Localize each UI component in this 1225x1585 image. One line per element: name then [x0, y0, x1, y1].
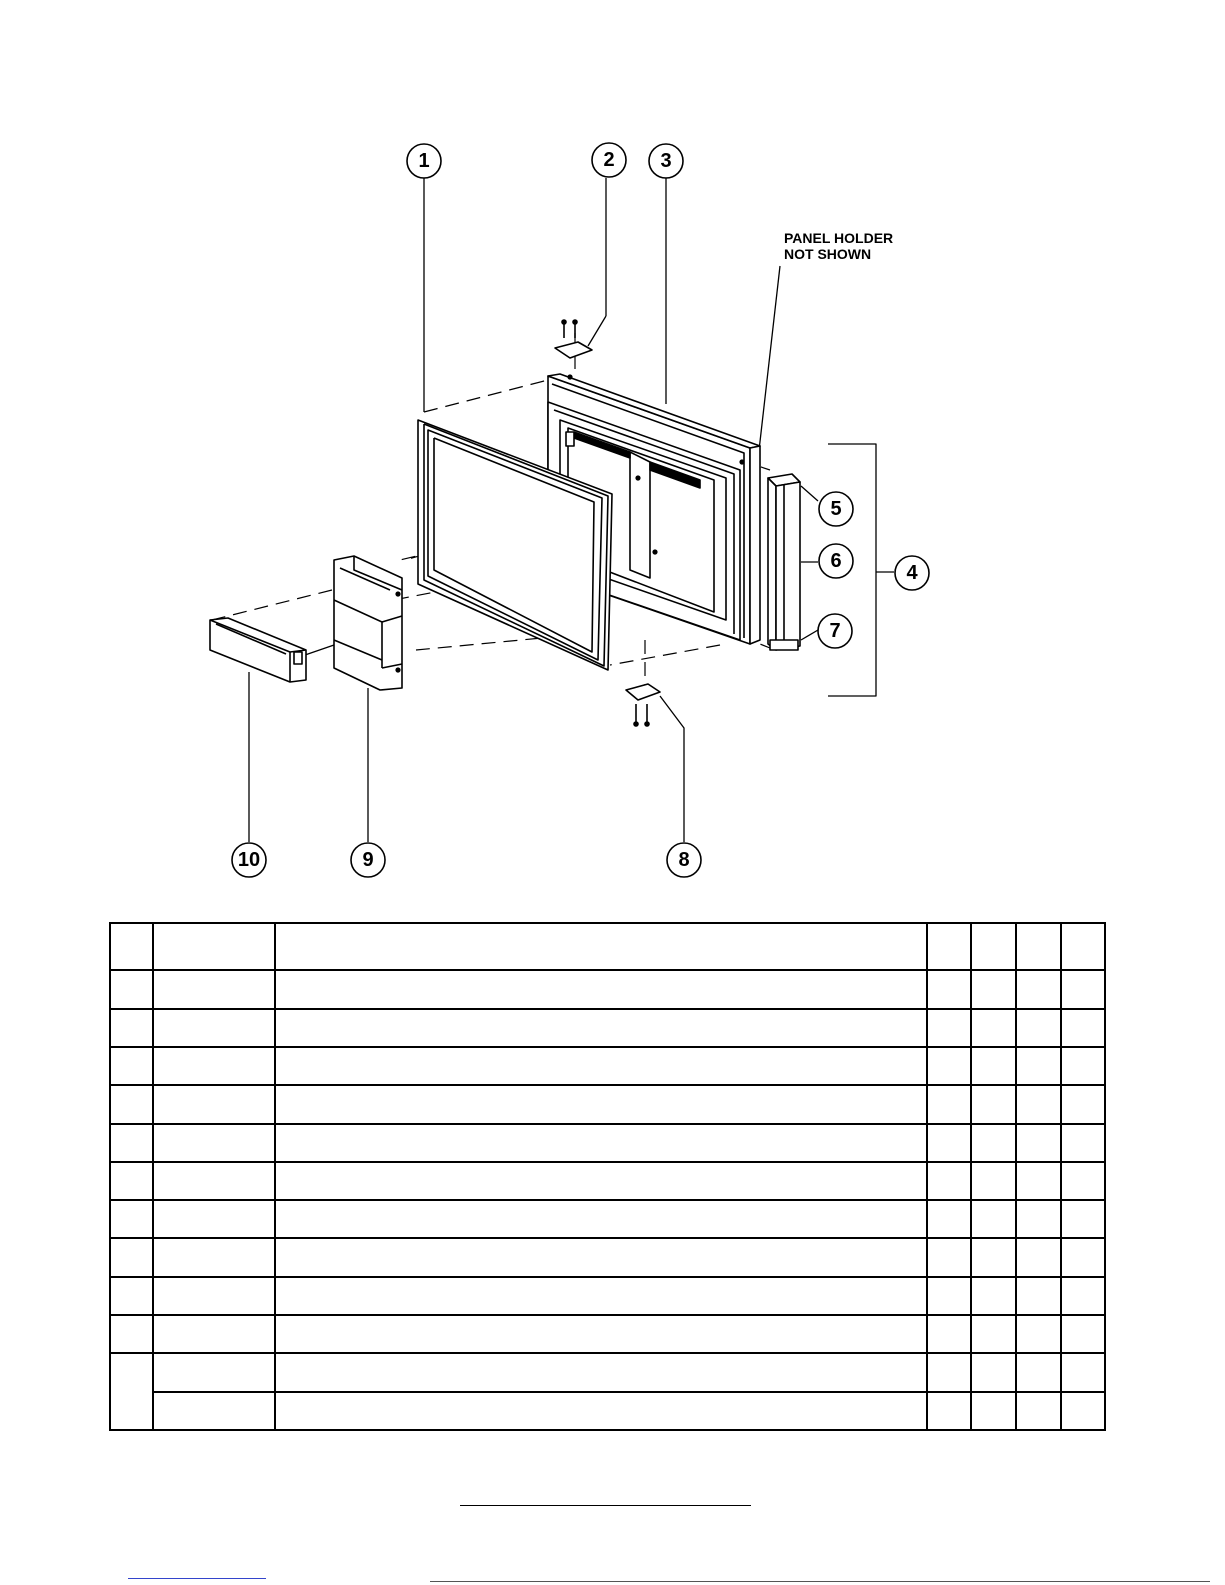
table-row [110, 1200, 1105, 1238]
callout-5 [819, 492, 853, 526]
svg-text:8: 8 [678, 849, 690, 871]
table-row [110, 1392, 1105, 1430]
note-line-1: PANEL HOLDER [784, 230, 894, 246]
panel-holder-note [784, 230, 893, 262]
table-row [110, 1047, 1105, 1085]
lower-hinge-part [626, 684, 660, 726]
svg-text:7: 7 [829, 620, 841, 642]
table-row [110, 1009, 1105, 1047]
holder-part [334, 556, 402, 690]
table-header-row [110, 923, 1105, 970]
table-row [110, 1277, 1105, 1315]
callout-7 [818, 614, 852, 648]
callout-2 [592, 143, 626, 177]
side-rail-part [768, 474, 800, 650]
table-row [110, 1315, 1105, 1353]
upper-hinge-part [555, 320, 592, 358]
table-row [110, 1085, 1105, 1123]
parts-table [109, 922, 1106, 1431]
callout-1 [407, 144, 441, 178]
callout-4 [895, 556, 929, 590]
callout-9 [351, 843, 385, 877]
table-row [110, 1353, 1105, 1391]
footer-rule [460, 1505, 751, 1506]
table-row [110, 1162, 1105, 1200]
bin-part [210, 618, 306, 682]
svg-text:1: 1 [418, 150, 430, 172]
table-row [110, 970, 1105, 1008]
table-row [110, 1124, 1105, 1162]
callout-8 [667, 843, 701, 877]
svg-text:5: 5 [830, 498, 842, 520]
note-line-2: NOT SHOWN [784, 246, 872, 262]
callout-3 [649, 144, 683, 178]
svg-text:9: 9 [362, 849, 374, 871]
svg-text:6: 6 [830, 550, 842, 572]
callout-10 [232, 843, 266, 877]
svg-text:4: 4 [906, 562, 918, 584]
table-row [110, 1238, 1105, 1276]
svg-text:2: 2 [603, 149, 615, 171]
callout-6 [819, 544, 853, 578]
svg-text:3: 3 [660, 150, 672, 172]
footer-edge-line [430, 1581, 1210, 1582]
svg-text:10: 10 [237, 849, 261, 871]
footer-link-underline[interactable] [128, 1578, 266, 1579]
